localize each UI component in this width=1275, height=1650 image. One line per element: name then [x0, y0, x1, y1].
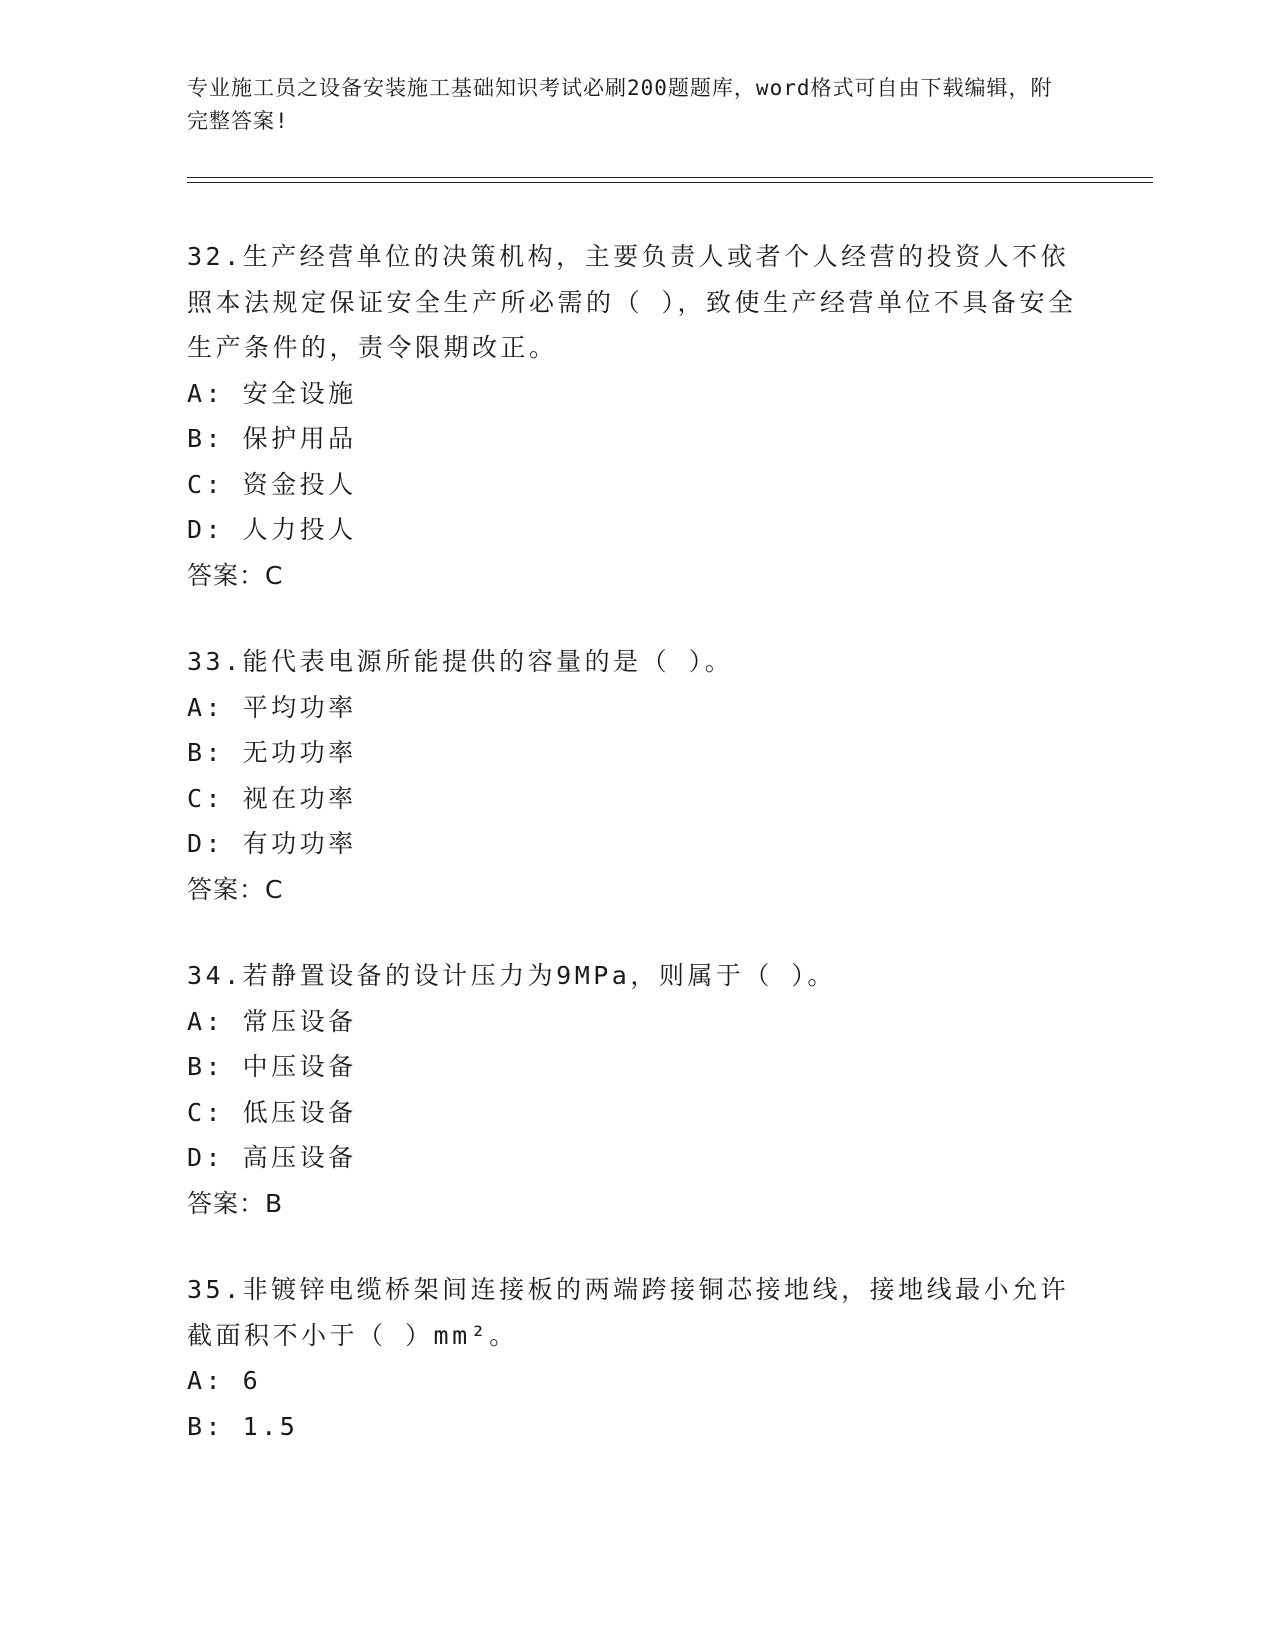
option-c: C: 视在功率	[187, 783, 357, 813]
option-a: A: 平均功率	[187, 692, 357, 722]
option-b: B: 中压设备	[187, 1052, 357, 1081]
option-b: B: 1.5	[187, 1411, 299, 1441]
option-a: A: 常压设备	[187, 1006, 357, 1036]
option-d: D: 有功功率	[187, 829, 357, 858]
question-34	[187, 953, 1087, 1226]
option-a: A: 6	[187, 1366, 262, 1395]
answer-line: 答案：B	[187, 1188, 284, 1218]
option-c: C: 资金投人	[187, 469, 357, 499]
answer-line: 答案：C	[187, 560, 284, 590]
option-d: D: 人力投人	[187, 515, 357, 544]
option-a: A: 安全设施	[187, 378, 357, 408]
option-b: B: 无功功率	[187, 738, 357, 767]
header-divider-bottom	[187, 182, 1153, 183]
question-stem: 32.生产经营单位的决策机构，主要负责人或者个人经营的投资人不依照本法规定保证安全生产所必需的（ ），致使生产经营单位不具备安全生产条件的，责令限期改正。	[187, 242, 1077, 362]
answer-line: 答案：C	[187, 874, 284, 904]
header-divider-top	[187, 177, 1153, 178]
question-stem: 35.非镀锌电缆桥架间连接板的两端跨接铜芯接地线，接地线最小允许截面积不小于（ ）mm²。	[187, 1275, 1070, 1350]
question-stem: 34.若静置设备的设计压力为9MPa，则属于（ ）。	[187, 961, 836, 990]
option-d: D: 高压设备	[187, 1143, 357, 1172]
question-stem: 33.能代表电源所能提供的容量的是（ ）。	[187, 647, 734, 676]
option-b: B: 保护用品	[187, 424, 357, 453]
option-c: C: 低压设备	[187, 1097, 357, 1127]
document-header: 专业施工员之设备安装施工基础知识考试必刷200题题库，word格式可自由下载编辑，附完整答案!	[187, 76, 1053, 133]
question-35	[187, 1267, 1087, 1449]
question-32	[187, 234, 1087, 598]
question-list	[187, 234, 1087, 1490]
question-33	[187, 639, 1087, 912]
